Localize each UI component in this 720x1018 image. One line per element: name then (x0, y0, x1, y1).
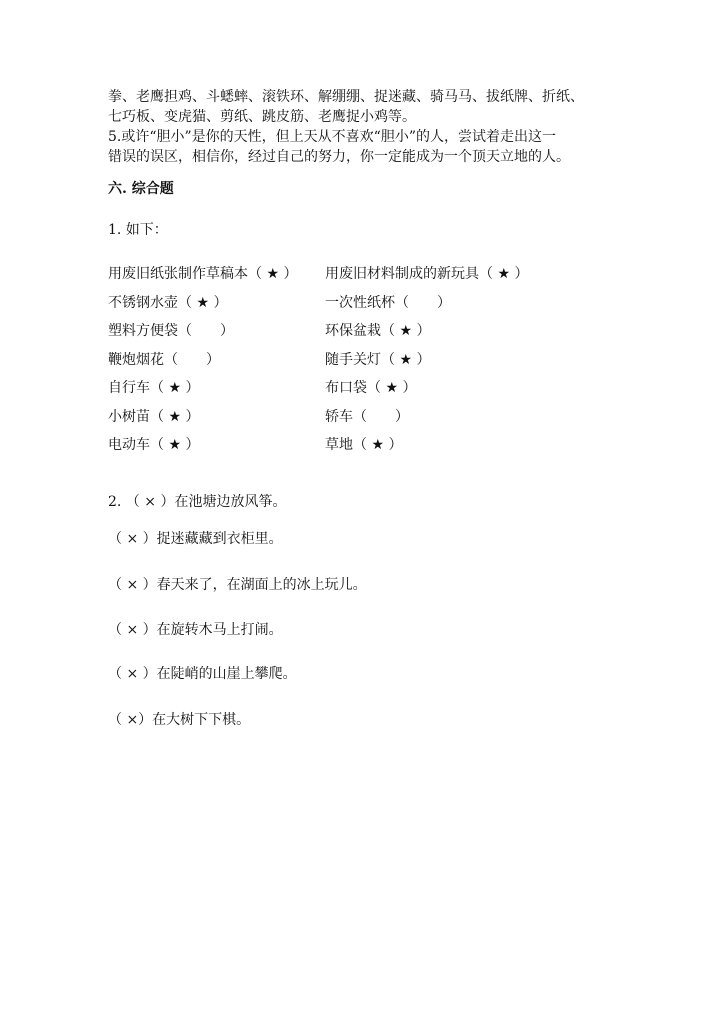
q1-left-item: 用废旧纸张制作草稿本（ ★ ） (108, 266, 298, 282)
q1-right-item: 一次性纸杯（ ） (325, 295, 451, 311)
q1-right-item: 轿车（ ） (325, 409, 409, 425)
q2-line: （ × ）春天来了，在湖面上的冰上玩儿。 (108, 577, 367, 593)
q1-left-item: 不锈钢水壶（ ★ ） (108, 295, 228, 311)
text-line-2: 七巧板、变虎猫、剪纸、跳皮筋、老鹰捉小鸡等。 (108, 109, 416, 125)
q1-right-item: 随手关灯（ ★ ） (325, 352, 431, 368)
text-line-3: 5.或许“胆小”是你的天性，但上天从不喜欢“胆小”的人，尝试着走出这一 (108, 129, 556, 145)
question-1-label: 1. 如下： (108, 222, 168, 238)
q2-line: （ ×）在大树下下棋。 (108, 712, 251, 728)
text-line-4: 错误的误区，相信你，经过自己的努力，你一定能成为一个顶天立地的人。 (108, 149, 570, 165)
q1-right-item: 环保盆栽（ ★ ） (325, 323, 431, 339)
q1-right-item: 草地（ ★ ） (325, 437, 403, 453)
section-heading: 六. 综合题 (108, 181, 174, 197)
q1-left-item: 电动车（ ★ ） (108, 437, 200, 453)
q2-line: 2. （ × ）在池塘边放风筝。 (108, 494, 287, 510)
q1-right-item: 布口袋（ ★ ） (325, 380, 417, 396)
q1-left-item: 塑料方便袋（ ） (108, 323, 234, 339)
q2-line: （ × ）在旋转木马上打闹。 (108, 622, 283, 638)
q1-left-item: 小树苗（ ★ ） (108, 409, 200, 425)
text-line-1: 拳、老鹰担鸡、斗蟋蟀、滚铁环、解绷绷、捉迷藏、骑马马、拔纸牌、折纸、 (108, 89, 584, 105)
q1-right-item: 用废旧材料制成的新玩具（ ★ ） (325, 266, 529, 282)
q2-line: （ × ）在陡峭的山崖上攀爬。 (108, 666, 297, 682)
q2-line: （ × ）捉迷藏藏到衣柜里。 (108, 531, 283, 547)
q1-left-item: 鞭炮烟花（ ） (108, 352, 220, 368)
q1-left-item: 自行车（ ★ ） (108, 380, 200, 396)
